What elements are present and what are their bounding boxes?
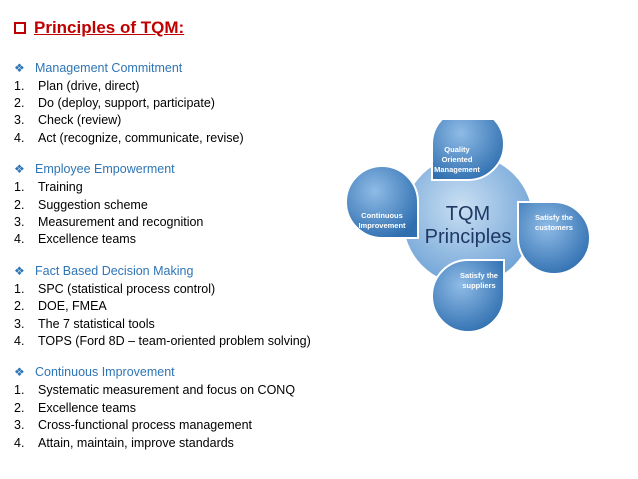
diamond-bullet-icon: ❖ [14, 60, 25, 75]
item-text: Systematic measurement and focus on CONQ [38, 383, 296, 398]
list-item [14, 416, 394, 433]
item-text: Plan (drive, direct) [38, 78, 140, 93]
item-number: 2. [14, 299, 25, 314]
bottom-drop-label-2: suppliers [462, 281, 496, 290]
list-item [14, 399, 394, 416]
diamond-bullet-icon: ❖ [14, 263, 25, 278]
item-text: DOE, FMEA [38, 299, 107, 314]
list-item [14, 382, 394, 399]
item-text: Excellence teams [38, 232, 136, 247]
item-number: 1. [14, 281, 25, 296]
page-title [14, 18, 184, 38]
section-heading-text: Employee Empowerment [35, 162, 175, 177]
item-text: The 7 statistical tools [38, 316, 155, 331]
item-text: Attain, maintain, improve standards [38, 435, 234, 450]
diamond-bullet-icon: ❖ [14, 365, 25, 380]
item-text: Suggestion scheme [38, 197, 148, 212]
item-number: 4. [14, 435, 25, 450]
section-continuous-improvement [14, 363, 394, 452]
top-drop-label-1: Quality [444, 145, 470, 154]
list-item [14, 77, 394, 94]
item-text: Act (recognize, communicate, revise) [38, 130, 244, 145]
item-number: 2. [14, 197, 25, 212]
item-text: Training [38, 180, 83, 195]
section-heading [14, 58, 394, 77]
left-drop-label-1: Continuous [361, 211, 403, 220]
item-number: 1. [14, 78, 25, 93]
bottom-drop-label-1: Satisfy the [460, 271, 498, 280]
top-drop-label-2: Oriented [441, 155, 473, 164]
section-heading [14, 363, 394, 382]
item-number: 3. [14, 316, 25, 331]
item-number: 2. [14, 400, 25, 415]
top-drop-label-3: Management [434, 165, 480, 174]
item-number: 1. [14, 180, 25, 195]
center-title: TQM [445, 203, 491, 225]
tqm-principles-diagram [330, 120, 630, 345]
item-text: Measurement and recognition [38, 215, 204, 230]
checkbox-bullet-icon [14, 22, 26, 34]
item-text: SPC (statistical process control) [38, 281, 216, 296]
item-number: 3. [14, 215, 25, 230]
list-item [14, 94, 394, 111]
item-number: 4. [14, 333, 25, 348]
section-heading-text: Continuous Improvement [35, 365, 175, 380]
item-text: Cross-functional process management [38, 418, 252, 433]
item-number: 3. [14, 418, 25, 433]
item-number: 3. [14, 113, 25, 128]
diamond-bullet-icon: ❖ [14, 162, 25, 177]
left-drop-label-2: Improvement [358, 221, 406, 230]
list-item [14, 434, 394, 451]
item-text: TOPS (Ford 8D – team-oriented problem solving) [38, 333, 311, 348]
section-heading-text: Fact Based Decision Making [35, 263, 194, 278]
item-number: 1. [14, 383, 25, 398]
right-drop-label-1: Satisfy the [535, 213, 573, 222]
right-drop-label-2: customers [535, 223, 573, 232]
center-subtitle: Principles [424, 226, 512, 248]
page-title-text: Principles of TQM: [34, 18, 185, 37]
section-heading-text: Management Commitment [35, 60, 183, 75]
item-text: Do (deploy, support, participate) [38, 96, 215, 111]
item-number: 4. [14, 232, 25, 247]
item-number: 2. [14, 96, 25, 111]
item-text: Excellence teams [38, 400, 136, 415]
item-number: 4. [14, 130, 25, 145]
item-text: Check (review) [38, 113, 122, 128]
